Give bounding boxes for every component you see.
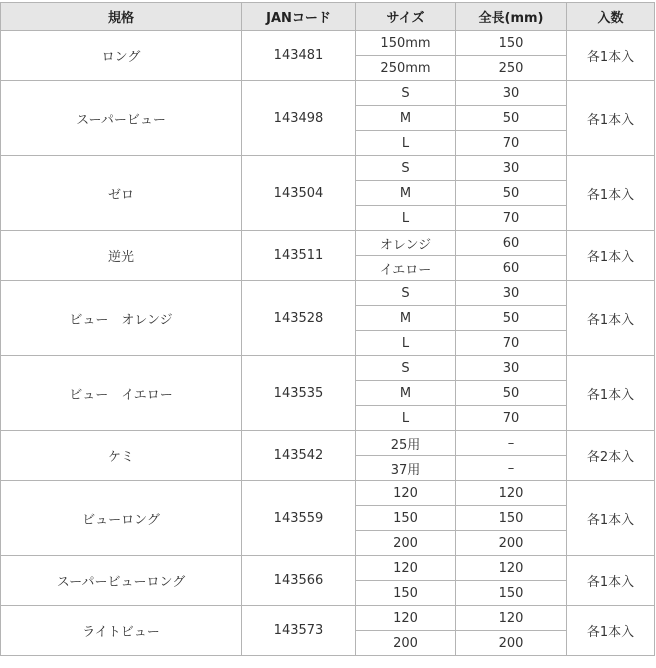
quantity-cell: 各1本入 bbox=[567, 231, 655, 281]
length-cell: 30 bbox=[456, 81, 567, 106]
length-cell: 120 bbox=[456, 556, 567, 581]
table-row bbox=[1, 606, 655, 631]
size-cell: L bbox=[356, 406, 456, 431]
table-body bbox=[1, 31, 655, 656]
jan-code-cell: 143566 bbox=[242, 556, 356, 606]
size-cell: S bbox=[356, 156, 456, 181]
jan-code-cell: 143535 bbox=[242, 356, 356, 431]
length-cell: 200 bbox=[456, 631, 567, 656]
product-name-cell: ロング bbox=[1, 31, 242, 81]
table-row bbox=[1, 281, 655, 306]
jan-code-cell: 143542 bbox=[242, 431, 356, 481]
size-cell: 150 bbox=[356, 506, 456, 531]
header-length: 全長(mm) bbox=[456, 3, 567, 31]
length-cell: 50 bbox=[456, 106, 567, 131]
product-name-cell: ビュー イエロー bbox=[1, 356, 242, 431]
size-cell: 37用 bbox=[356, 456, 456, 481]
product-name-cell: スーパービューロング bbox=[1, 556, 242, 606]
quantity-cell: 各1本入 bbox=[567, 606, 655, 656]
length-cell: – bbox=[456, 431, 567, 456]
header-size: サイズ bbox=[356, 3, 456, 31]
quantity-cell: 各1本入 bbox=[567, 556, 655, 606]
length-cell: 50 bbox=[456, 381, 567, 406]
product-spec-table bbox=[0, 2, 655, 656]
jan-code-cell: 143528 bbox=[242, 281, 356, 356]
product-name-cell: ビューロング bbox=[1, 481, 242, 556]
size-cell: 150mm bbox=[356, 31, 456, 56]
product-name-cell: ゼロ bbox=[1, 156, 242, 231]
product-name-cell: ケミ bbox=[1, 431, 242, 481]
table-row bbox=[1, 356, 655, 381]
size-cell: M bbox=[356, 381, 456, 406]
length-cell: – bbox=[456, 456, 567, 481]
product-name-cell: ビュー オレンジ bbox=[1, 281, 242, 356]
length-cell: 70 bbox=[456, 331, 567, 356]
size-cell: S bbox=[356, 81, 456, 106]
size-cell: 120 bbox=[356, 556, 456, 581]
size-cell: 200 bbox=[356, 631, 456, 656]
length-cell: 60 bbox=[456, 231, 567, 256]
size-cell: M bbox=[356, 181, 456, 206]
jan-code-cell: 143559 bbox=[242, 481, 356, 556]
length-cell: 70 bbox=[456, 206, 567, 231]
size-cell: M bbox=[356, 106, 456, 131]
length-cell: 50 bbox=[456, 306, 567, 331]
header-quantity: 入数 bbox=[567, 3, 655, 31]
header-spec: 規格 bbox=[1, 3, 242, 31]
table-row bbox=[1, 31, 655, 56]
size-cell: L bbox=[356, 331, 456, 356]
length-cell: 30 bbox=[456, 356, 567, 381]
quantity-cell: 各1本入 bbox=[567, 31, 655, 81]
table-row bbox=[1, 156, 655, 181]
length-cell: 70 bbox=[456, 131, 567, 156]
size-cell: 25用 bbox=[356, 431, 456, 456]
length-cell: 250 bbox=[456, 56, 567, 81]
header-jan-code: JANコード bbox=[242, 3, 356, 31]
size-cell: L bbox=[356, 206, 456, 231]
size-cell: S bbox=[356, 356, 456, 381]
size-cell: 120 bbox=[356, 606, 456, 631]
size-cell: オレンジ bbox=[356, 231, 456, 256]
jan-code-cell: 143573 bbox=[242, 606, 356, 656]
size-cell: 150 bbox=[356, 581, 456, 606]
size-cell: イエロー bbox=[356, 256, 456, 281]
quantity-cell: 各2本入 bbox=[567, 431, 655, 481]
quantity-cell: 各1本入 bbox=[567, 481, 655, 556]
length-cell: 120 bbox=[456, 606, 567, 631]
product-name-cell: ライトビュー bbox=[1, 606, 242, 656]
jan-code-cell: 143498 bbox=[242, 81, 356, 156]
size-cell: S bbox=[356, 281, 456, 306]
quantity-cell: 各1本入 bbox=[567, 156, 655, 231]
jan-code-cell: 143504 bbox=[242, 156, 356, 231]
table-row bbox=[1, 431, 655, 456]
quantity-cell: 各1本入 bbox=[567, 356, 655, 431]
size-cell: L bbox=[356, 131, 456, 156]
length-cell: 30 bbox=[456, 156, 567, 181]
jan-code-cell: 143511 bbox=[242, 231, 356, 281]
length-cell: 60 bbox=[456, 256, 567, 281]
size-cell: 120 bbox=[356, 481, 456, 506]
length-cell: 150 bbox=[456, 506, 567, 531]
size-cell: M bbox=[356, 306, 456, 331]
quantity-cell: 各1本入 bbox=[567, 281, 655, 356]
product-name-cell: 逆光 bbox=[1, 231, 242, 281]
length-cell: 200 bbox=[456, 531, 567, 556]
size-cell: 200 bbox=[356, 531, 456, 556]
length-cell: 50 bbox=[456, 181, 567, 206]
table-row bbox=[1, 556, 655, 581]
table-row bbox=[1, 231, 655, 256]
table-row bbox=[1, 81, 655, 106]
table-header-row bbox=[1, 3, 655, 31]
length-cell: 150 bbox=[456, 31, 567, 56]
length-cell: 30 bbox=[456, 281, 567, 306]
length-cell: 70 bbox=[456, 406, 567, 431]
table-row bbox=[1, 481, 655, 506]
quantity-cell: 各1本入 bbox=[567, 81, 655, 156]
size-cell: 250mm bbox=[356, 56, 456, 81]
length-cell: 120 bbox=[456, 481, 567, 506]
jan-code-cell: 143481 bbox=[242, 31, 356, 81]
length-cell: 150 bbox=[456, 581, 567, 606]
product-name-cell: スーパービュー bbox=[1, 81, 242, 156]
